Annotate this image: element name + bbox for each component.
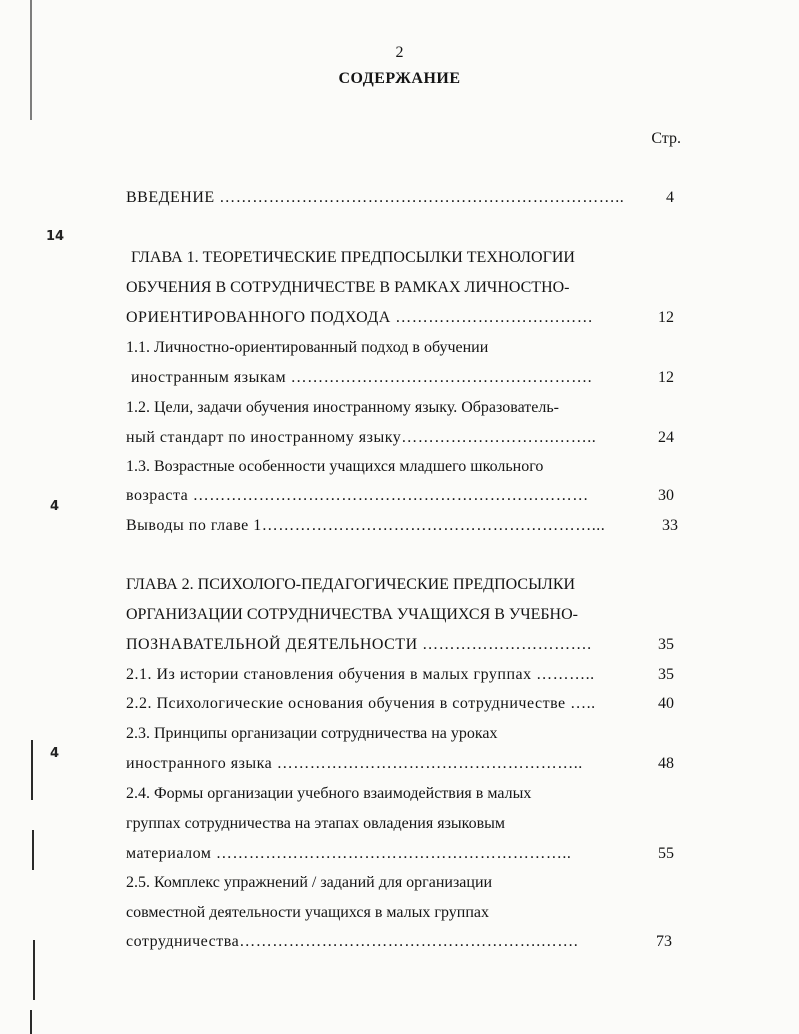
toc-page-number: 48 <box>658 755 674 772</box>
toc-chapter-1-line-2: ОБУЧЕНИЯ В СОТРУДНИЧЕСТВЕ В РАМКАХ ЛИЧНОСТНО- <box>126 279 570 296</box>
toc-section-2-4-line-1: 2.4. Формы организации учебного взаимодействия в малых <box>126 785 532 802</box>
toc-section-1-2-line-2: ный стандарт по иностранному языку……………………….…….. <box>126 429 597 446</box>
toc-section-2-3-line-1: 2.3. Принципы организации сотрудничества на уроках <box>126 725 498 742</box>
toc-chapter-2-line-1: ГЛАВА 2. ПСИХОЛОГО-ПЕДАГОГИЧЕСКИЕ ПРЕДПОСЫЛКИ <box>126 576 576 593</box>
toc-entry-conclusions-1: Выводы по главе 1……………………………………………………... <box>126 517 606 534</box>
scan-edge-line <box>31 740 33 800</box>
margin-mark: 14 <box>46 229 65 244</box>
toc-section-2-1: 2.1. Из истории становления обучения в малых группах ……….. <box>126 666 595 683</box>
toc-page-number: 35 <box>658 666 674 683</box>
page-column-header: Стр. <box>651 130 681 147</box>
toc-section-2-4-line-3: материалом ……………………………………………………….. <box>126 845 572 862</box>
margin-mark: 4 <box>50 746 60 761</box>
toc-section-2-5-line-2: совместной деятельности учащихся в малых группах <box>126 904 489 921</box>
toc-chapter-2-line-2: ОРГАНИЗАЦИИ СОТРУДНИЧЕСТВА УЧАЩИХСЯ В УЧЕБНО- <box>126 606 578 623</box>
toc-section-2-4-line-2: группах сотрудничества на этапах овладения языковым <box>126 815 506 832</box>
toc-chapter-1-line-3: ОРИЕНТИРОВАННОГО ПОДХОДА ……………………………… <box>126 309 594 326</box>
toc-section-2-2: 2.2. Психологические основания обучения в сотрудничестве ….. <box>126 695 596 712</box>
margin-mark: 4 <box>50 499 60 514</box>
page-title: СОДЕРЖАНИЕ <box>338 70 461 87</box>
toc-page-number: 12 <box>658 309 674 326</box>
scan-edge-line <box>33 940 35 1000</box>
page-number: 2 <box>395 44 404 61</box>
scan-edge-line <box>32 830 34 870</box>
toc-section-2-3-line-2: иностранного языка ……………………………………………….. <box>126 755 583 772</box>
toc-section-1-3-line-1: 1.3. Возрастные особенности учащихся младшего школьного <box>126 458 544 475</box>
toc-section-2-5-line-3: сотрудничества……………………………………………….……. <box>126 933 579 950</box>
toc-page-number: 35 <box>658 636 674 653</box>
toc-page-number: 4 <box>666 189 674 206</box>
toc-page-number: 24 <box>658 429 674 446</box>
scan-edge-line <box>30 1010 32 1034</box>
toc-entry-intro: ВВЕДЕНИЕ ……………………………………………………………….. <box>126 189 625 206</box>
toc-page-number: 12 <box>658 369 674 386</box>
toc-page-number: 30 <box>658 487 674 504</box>
toc-page-number: 40 <box>658 695 674 712</box>
toc-section-1-2-line-1: 1.2. Цели, задачи обучения иностранному языку. Образователь- <box>126 399 559 416</box>
toc-section-2-5-line-1: 2.5. Комплекс упражнений / заданий для организации <box>126 874 493 891</box>
toc-section-1-1-line-2: иностранным языкам ………………………………………………. <box>131 369 593 386</box>
toc-section-1-1-line-1: 1.1. Личностно-ориентированный подход в обучении <box>126 339 489 356</box>
toc-page-number: 73 <box>656 933 672 950</box>
toc-section-1-3-line-2: возраста ……………………………………………………………… <box>126 487 589 504</box>
toc-page-number: 33 <box>662 517 678 534</box>
toc-chapter-1-line-1: ГЛАВА 1. ТЕОРЕТИЧЕСКИЕ ПРЕДПОСЫЛКИ ТЕХНОЛОГИИ <box>131 249 575 266</box>
toc-chapter-2-line-3: ПОЗНАВАТЕЛЬНОЙ ДЕЯТЕЛЬНОСТИ …………………………. <box>126 636 592 653</box>
toc-page-number: 55 <box>658 845 674 862</box>
